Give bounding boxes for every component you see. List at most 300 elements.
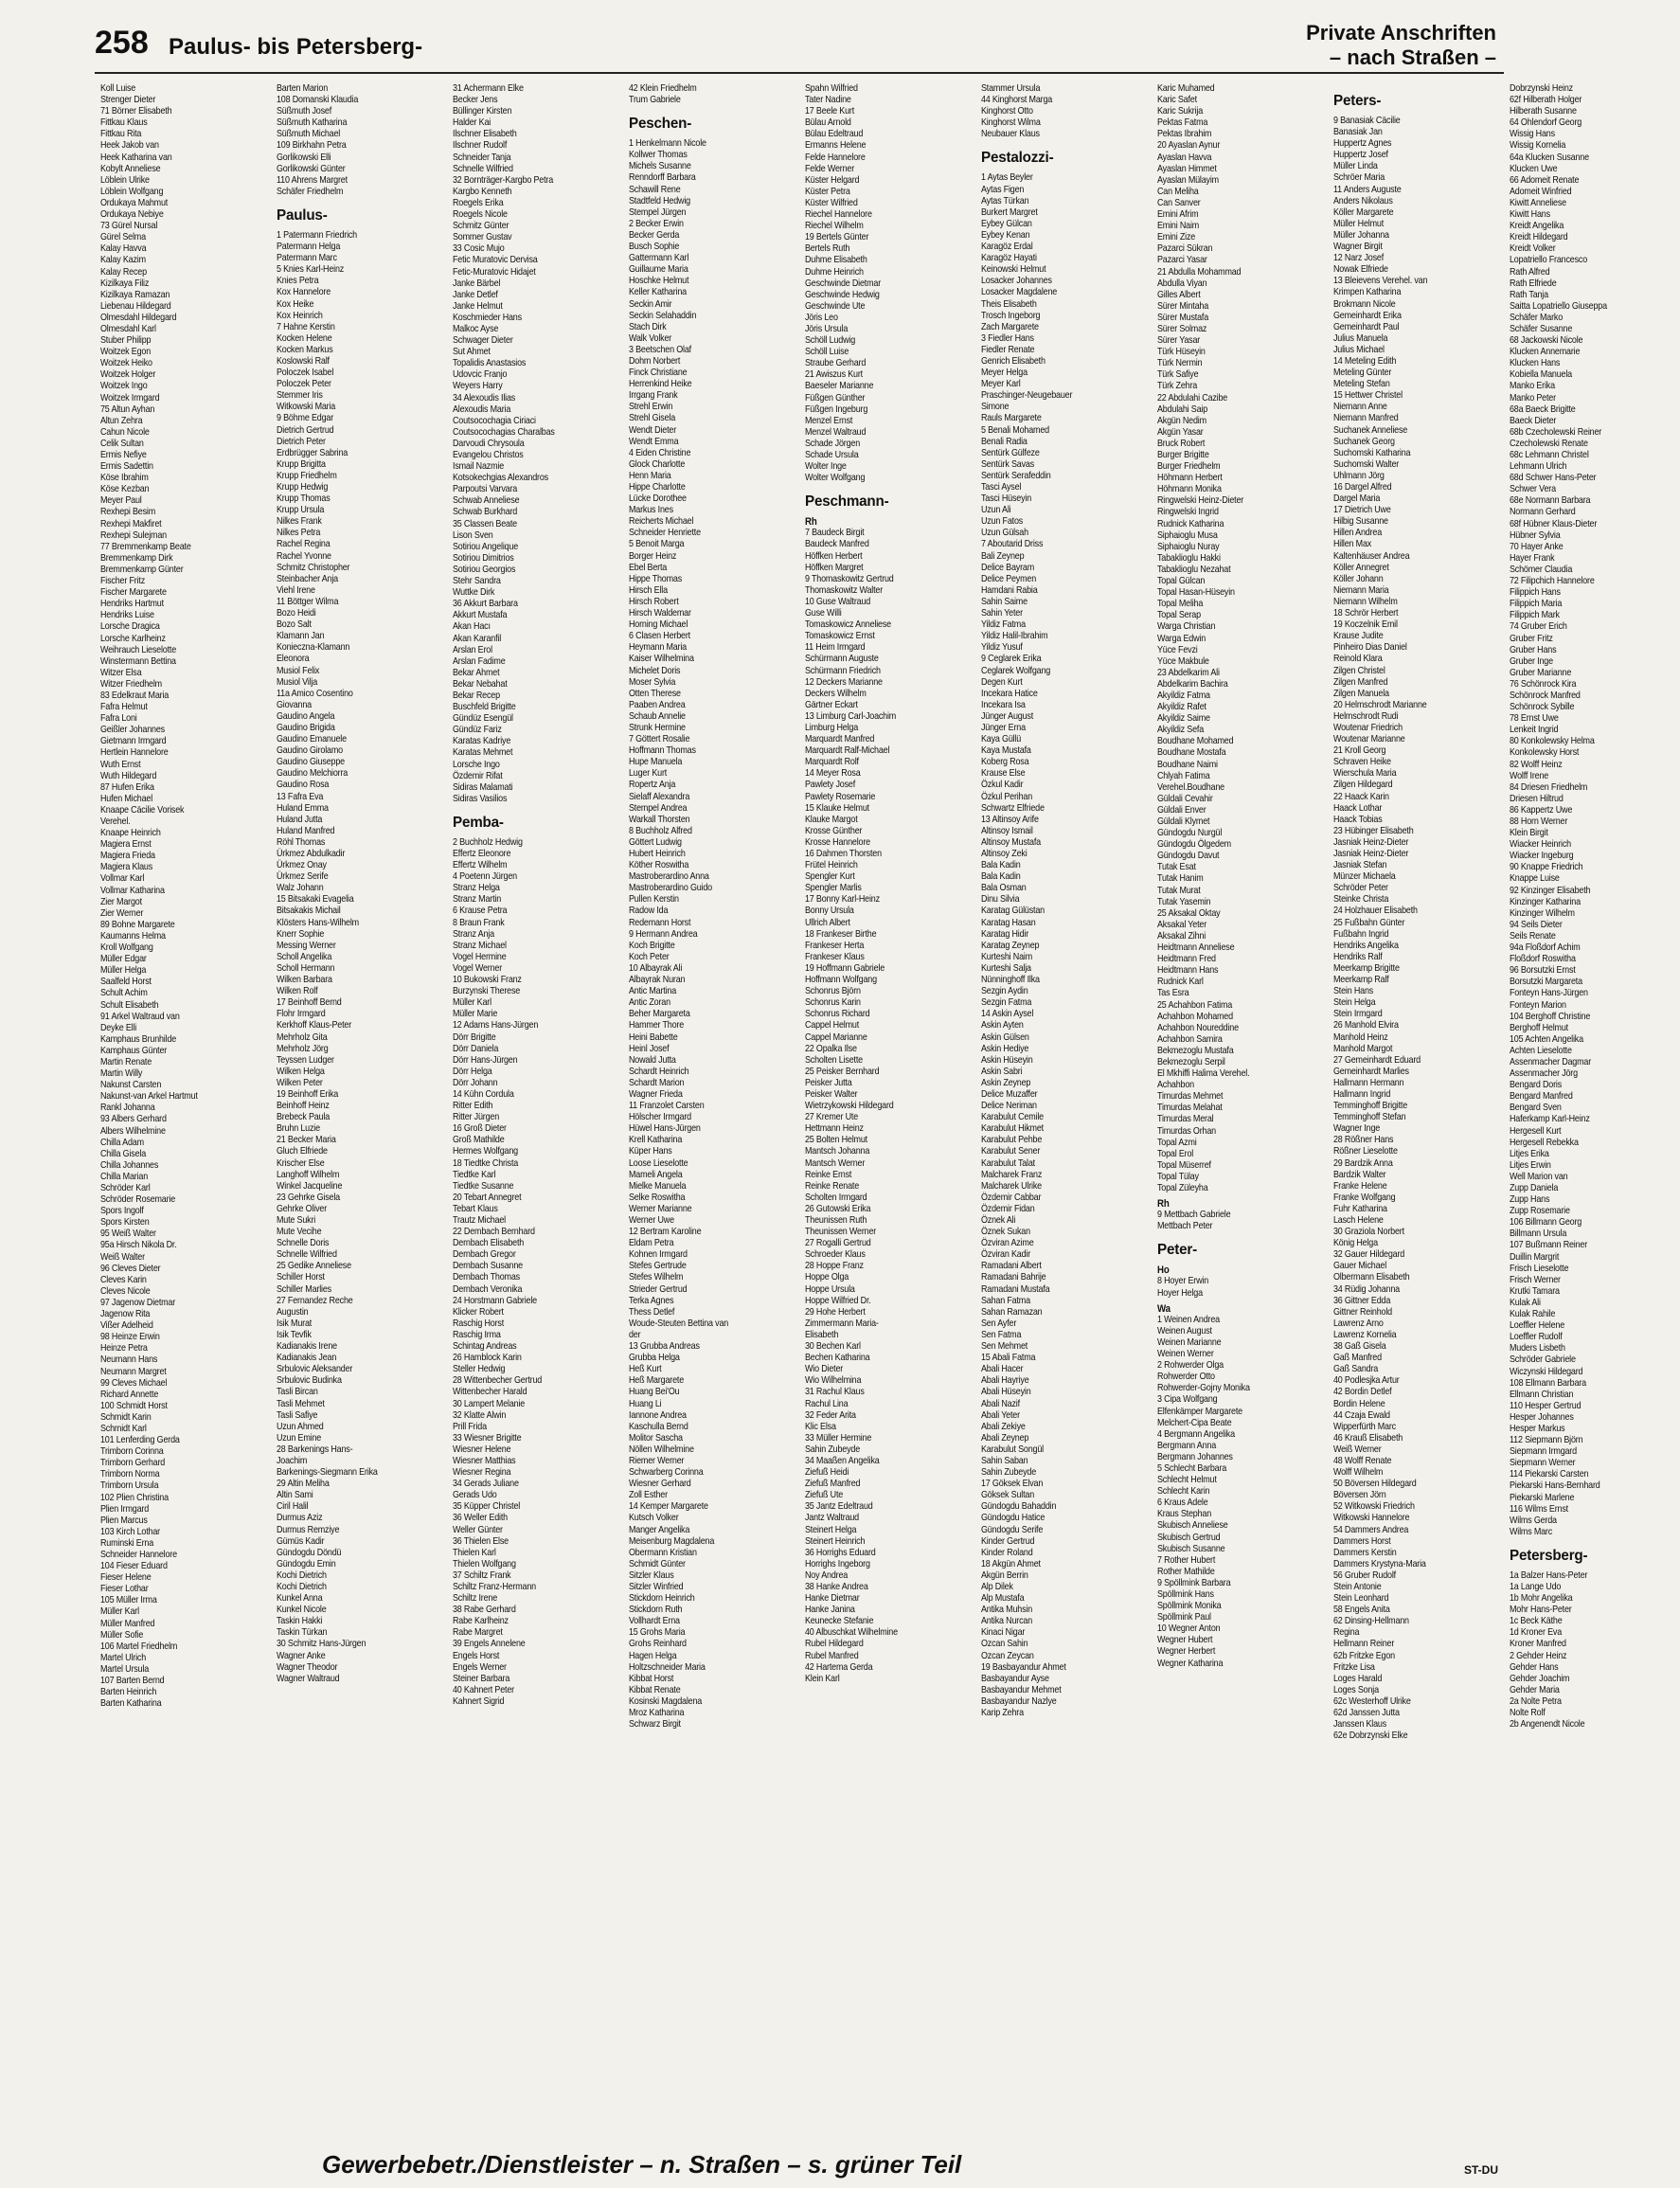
resident-entry: Ziefuß Heidi	[805, 1467, 849, 1479]
resident-entry: Gruber Hans	[1510, 644, 1557, 655]
resident-entry: Türk Nermin	[1157, 358, 1203, 369]
resident-entry: Köse Kezban	[100, 484, 150, 495]
resident-entry: Schäfer Marko	[1510, 312, 1564, 323]
resident-entry: Sentürk Serafeddin	[981, 470, 1051, 481]
resident-entry: Heymann Maria	[629, 642, 687, 654]
resident-entry: 101 Lenferding Gerda	[100, 1435, 180, 1446]
resident-entry: 14 Askin Aysel	[981, 1009, 1034, 1020]
resident-entry: Wagner Theodor	[277, 1661, 338, 1673]
resident-entry: Knappe Luise	[1510, 873, 1560, 885]
resident-entry: Topalidis Anastasios	[453, 358, 527, 369]
resident-entry: Vogel Werner	[453, 962, 503, 974]
resident-entry: 46 Krauß Elisabeth	[1333, 1432, 1403, 1444]
resident-entry: Bengard Doris	[1510, 1080, 1563, 1091]
resident-entry: 22 Haack Karin	[1333, 791, 1389, 802]
resident-entry: Wilms Marc	[1510, 1526, 1553, 1537]
resident-entry: Trimborn Ursula	[100, 1480, 159, 1492]
street-heading: Paulus-	[277, 206, 328, 224]
resident-entry: Manko Erika	[1510, 381, 1555, 392]
resident-entry: 74 Gruber Erich	[1510, 621, 1567, 633]
resident-entry: Akyildiz Saime	[1157, 713, 1210, 725]
resident-entry: Hayer Frank	[1510, 552, 1555, 564]
resident-entry: Schäfer Friedhelm	[277, 186, 344, 197]
resident-entry: Barten Katharina	[100, 1698, 162, 1710]
resident-entry: Jöris Ursula	[805, 323, 849, 334]
resident-entry: Krutki Tamara	[1510, 1285, 1560, 1297]
resident-entry: Wiacker Heinrich	[1510, 839, 1571, 851]
resident-entry: Magiera Klaus	[100, 862, 153, 873]
resident-entry: 106 Martel Friedhelm	[100, 1641, 178, 1652]
resident-entry: Pawlety Rosemarie	[805, 791, 876, 802]
resident-entry: Berghoff Helmut	[1510, 1022, 1568, 1033]
resident-entry: Weller Günter	[453, 1524, 503, 1535]
resident-entry: Özviran Azime	[981, 1238, 1034, 1249]
resident-entry: Strunk Hermine	[629, 722, 686, 733]
resident-entry: Kinaci Nigar	[981, 1627, 1026, 1639]
resident-entry: Hergesell Rebekka	[1510, 1137, 1579, 1148]
resident-entry: Kinder Gertrud	[981, 1535, 1035, 1547]
resident-entry: Mielke Manuela	[629, 1180, 687, 1192]
resident-entry: Kox Heike	[277, 298, 314, 310]
resident-entry: Meyer Karl	[981, 379, 1021, 390]
resident-entry: 7 Rother Hubert	[1157, 1554, 1216, 1566]
resident-entry: Steinert Heinrich	[805, 1535, 866, 1547]
resident-entry: Kiwitt Anneliese	[1510, 197, 1566, 208]
resident-entry: 9 Mettbach Gabriele	[1157, 1210, 1231, 1221]
resident-entry: Dernbach Susanne	[453, 1261, 523, 1272]
resident-entry: Duillin Margrit	[1510, 1251, 1560, 1263]
resident-entry: Kaschulla Bernd	[629, 1421, 688, 1432]
resident-entry: Peisker Walter	[805, 1088, 858, 1100]
resident-entry: Zupp Rosemarie	[1510, 1206, 1570, 1217]
resident-entry: Göttert Ludwig	[629, 836, 682, 848]
resident-entry: Mohr Hans-Peter	[1510, 1605, 1572, 1616]
resident-entry: 12 Adams Hans-Jürgen	[453, 1020, 539, 1031]
street-heading: Pemba-	[453, 814, 504, 831]
resident-entry: Incekara Hatice	[981, 688, 1038, 699]
resident-entry: Piekarski Hans-Bernhard	[1510, 1480, 1600, 1492]
resident-entry: Münzer Michaela	[1333, 871, 1396, 883]
resident-entry: 30 Lampert Melanie	[453, 1398, 526, 1409]
resident-entry: Hendriks Hartmut	[100, 599, 164, 610]
resident-entry: Schöll Ludwig	[805, 335, 856, 347]
resident-entry: Moser Sylvia	[629, 676, 676, 688]
page-number: 258	[95, 25, 149, 61]
resident-entry: Parpoutsi Varvara	[453, 484, 518, 495]
resident-entry: Köller Margarete	[1333, 206, 1394, 218]
resident-entry: Göksek Sultan	[981, 1490, 1035, 1501]
resident-entry: Topal Tülay	[1157, 1171, 1199, 1182]
resident-entry: Iannone Andrea	[629, 1409, 687, 1421]
resident-entry: Sotiriou Georgios	[453, 564, 516, 575]
resident-entry: Effertz Eleonore	[453, 849, 511, 859]
resident-entry: 16 Dargel Alfred	[1333, 482, 1392, 493]
resident-entry: Filippich Maria	[1510, 599, 1563, 610]
resident-entry: Huland Emma	[277, 802, 329, 814]
resident-entry: Tutak Hanim	[1157, 873, 1204, 885]
resident-entry: Scholl Hermann	[277, 962, 335, 974]
resident-entry: Olbermann Elisabeth	[1333, 1272, 1410, 1283]
resident-entry: 52 Witkowski Friedrich	[1333, 1501, 1415, 1513]
resident-entry: Siepmann Werner	[1510, 1458, 1576, 1469]
resident-entry: Wittenbecher Harald	[453, 1387, 527, 1398]
resident-entry: Özdemir Fidan	[981, 1203, 1035, 1214]
resident-entry: Meyer Helga	[981, 368, 1028, 379]
resident-entry: Akan Hacı	[453, 621, 491, 633]
resident-entry: Topal Gülcan	[1157, 576, 1206, 587]
resident-entry: 17 Dietrich Uwe	[1333, 505, 1391, 516]
resident-entry: 14 Meteling Edith	[1333, 355, 1397, 367]
resident-entry: Ziefuß Ute	[805, 1490, 844, 1501]
resident-entry: Hillen Andrea	[1333, 528, 1383, 539]
section-title-line2: – nach Straßen –	[1329, 45, 1496, 69]
resident-entry: Sahin Zubeyde	[981, 1467, 1037, 1479]
resident-entry: Woitzek Egon	[100, 347, 152, 358]
resident-entry: Ermis Sadettin	[100, 461, 153, 473]
resident-entry: 97 Jagenow Dietmar	[100, 1297, 176, 1308]
resident-entry: Nolte Rolf	[1510, 1708, 1546, 1719]
resident-entry: Pazarci Sükran	[1157, 243, 1213, 255]
resident-entry: Brokmann Nicole	[1333, 298, 1396, 310]
resident-entry: 30 Schmitz Hans-Jürgen	[277, 1639, 366, 1650]
resident-entry: Horning Michael	[629, 619, 688, 631]
resident-entry: Krupp Thomas	[277, 493, 331, 505]
resident-entry: Janke Detlef	[453, 289, 498, 300]
resident-entry: Schwab Anneliese	[453, 495, 520, 507]
resident-entry: 1d Kroner Eva	[1510, 1627, 1563, 1639]
resident-entry: Kinzinger Katharina	[1510, 896, 1581, 907]
resident-entry: Ordukaya Mahmut	[100, 197, 169, 208]
resident-entry: Filippich Hans	[1510, 587, 1561, 599]
resident-entry: 16 Dahmen Thorsten	[805, 849, 882, 859]
resident-entry: 17 Beele Kurt	[805, 106, 855, 117]
resident-entry: Kalay Recep	[100, 266, 147, 278]
resident-entry: Hoschke Helmut	[629, 276, 689, 287]
resident-entry: 92 Kinzinger Elisabeth	[1510, 885, 1591, 896]
resident-entry: Kaiser Wilhelmina	[629, 654, 694, 665]
resident-entry: Werner Uwe	[629, 1215, 674, 1226]
resident-entry: Spöllmink Hans	[1157, 1589, 1214, 1600]
resident-entry: Gündogdu Davut	[1157, 851, 1220, 862]
resident-entry: Sen Fatma	[981, 1329, 1022, 1340]
resident-entry: Suchanek Georg	[1333, 436, 1395, 447]
resident-entry: Hippe Charlotte	[629, 482, 686, 493]
resident-entry: Martel Ursula	[100, 1663, 150, 1675]
resident-entry: 27 Fernandez Reche	[277, 1295, 353, 1306]
resident-entry: König Helga	[1333, 1238, 1378, 1249]
resident-entry: Niemann Anne	[1333, 402, 1387, 413]
resident-entry: Müller Helmut	[1333, 218, 1385, 229]
resident-entry: Deyke Elli	[100, 1022, 137, 1033]
resident-entry: Schwager Dieter	[453, 335, 513, 347]
resident-entry: Flohr Irmgard	[277, 1009, 326, 1020]
resident-entry: Groß Mathilde	[453, 1135, 505, 1146]
resident-entry: Koberg Rosa	[981, 757, 1029, 768]
resident-entry: Bekar Ahmet	[453, 667, 500, 678]
resident-entry: Dörr Hans-Jürgen	[453, 1054, 518, 1066]
resident-entry: Pazarci Yasar	[1157, 255, 1207, 266]
resident-entry: Siphaioglu Nuray	[1157, 541, 1220, 552]
resident-entry: Hermes Wolfgang	[453, 1146, 518, 1157]
resident-entry: Kinghorst Otto	[981, 106, 1033, 117]
resident-entry: Warga Edwin	[1157, 633, 1206, 644]
resident-entry: 25 Fußbahn Günter	[1333, 917, 1405, 928]
resident-entry: Karatag Hasan	[981, 917, 1036, 928]
resident-entry: Aksakal Zihni	[1157, 930, 1206, 942]
resident-entry: Heß Margarete	[629, 1375, 685, 1387]
resident-entry: 108 Ellmann Barbara	[1510, 1377, 1586, 1389]
resident-entry: Teyssen Ludger	[277, 1054, 334, 1066]
resident-entry: Jasniak Heinz-Dieter	[1333, 849, 1409, 859]
resident-entry: Hippe Thomas	[629, 573, 683, 584]
resident-entry: Karagöz Erdal	[981, 242, 1033, 253]
resident-entry: Höhmann Herbert	[1157, 473, 1223, 484]
resident-entry: Lorsche Ingo	[453, 759, 500, 770]
resident-entry: Wio Wilhelmina	[805, 1375, 862, 1387]
resident-entry: 11 Franzolet Carsten	[629, 1101, 705, 1112]
resident-entry: Stefes Wilhelm	[629, 1272, 684, 1283]
resident-entry: Hüwel Hans-Jürgen	[629, 1123, 701, 1135]
resident-entry: Guillaume Maria	[629, 264, 688, 276]
page-range-title: Paulus- bis Petersberg-	[169, 34, 423, 60]
resident-entry: Suchanek Anneliese	[1333, 424, 1408, 436]
resident-entry: Karatas Mehmet	[453, 747, 513, 759]
resident-entry: Malcharek Ulrike	[981, 1180, 1042, 1192]
resident-entry: Isik Tevfik	[277, 1329, 312, 1340]
resident-entry: Kalay Havva	[100, 243, 147, 255]
resident-entry: Krell Katharina	[629, 1135, 683, 1146]
resident-entry: 95a Hirsch Nikola Dr.	[100, 1240, 177, 1251]
resident-entry: 38 Rabe Gerhard	[453, 1605, 516, 1616]
listing-column	[623, 83, 799, 2158]
resident-entry: Tiedtke Susanne	[453, 1180, 514, 1192]
resident-entry: 105 Müller Irma	[100, 1595, 157, 1606]
resident-entry: Ayaslan Mülayim	[1157, 174, 1219, 186]
resident-entry: Rexhepi Besim	[100, 507, 156, 518]
resident-entry: 64 Ohlendorf Georg	[1510, 117, 1582, 129]
resident-entry: Frisch Werner	[1510, 1274, 1561, 1285]
resident-entry: Wendt Emma	[629, 436, 679, 447]
resident-entry: Zupp Daniela	[1510, 1183, 1559, 1193]
resident-entry: Nöllen Wilhelmine	[629, 1444, 694, 1455]
resident-entry: Thielen Karl	[453, 1547, 496, 1558]
resident-entry: Mehrholz Jörg	[277, 1043, 329, 1054]
resident-entry: Schonrus Richard	[805, 1009, 870, 1020]
resident-entry: Thomaskowitz Walter	[805, 584, 884, 596]
resident-entry: Seckin Selahaddin	[629, 310, 697, 321]
resident-entry: Schraven Heike	[1333, 757, 1391, 768]
resident-entry: Winstermann Bettina	[100, 655, 176, 667]
resident-entry: Nilkes Frank	[277, 516, 322, 528]
resident-entry: Sielaff Alexandra	[629, 791, 690, 802]
resident-entry: Bekmezoglu Serpil	[1157, 1056, 1225, 1067]
resident-entry: Spöllmink Paul	[1157, 1612, 1211, 1623]
resident-entry: Zilgen Manfred	[1333, 676, 1388, 688]
resident-entry: Burzynski Therese	[453, 986, 521, 997]
resident-entry: Grubba Helga	[629, 1353, 680, 1364]
resident-entry: Menzel Ernst	[805, 415, 853, 426]
resident-entry: Trimborn Corinna	[100, 1446, 164, 1458]
resident-entry: Özkul Perihan	[981, 791, 1033, 802]
resident-entry: Martin Willy	[100, 1068, 143, 1080]
resident-entry: Kalay Kazim	[100, 255, 146, 266]
resident-entry: 68b Czecholewski Reiner	[1510, 426, 1602, 438]
resident-entry: Lücke Dorothee	[629, 493, 687, 505]
resident-entry: 40 Podlesjka Artur	[1333, 1375, 1400, 1387]
resident-entry: 19 Bertels Günter	[805, 232, 869, 243]
resident-entry: Walz Johann	[277, 883, 324, 894]
resident-entry: Süßmuth Katharina	[277, 117, 348, 129]
resident-entry: Ropertz Anja	[629, 780, 676, 791]
resident-entry: Limburg Helga	[805, 722, 859, 733]
resident-entry: Hallmann Ingrid	[1333, 1088, 1391, 1100]
resident-entry: 108 Domanski Klaudia	[277, 95, 359, 106]
resident-entry: Schult Elisabeth	[100, 999, 159, 1011]
resident-entry: Rexhepi Sulejman	[100, 529, 167, 541]
listing-column	[799, 83, 975, 2158]
resident-entry: Akan Karanfil	[453, 633, 502, 644]
resident-entry: Manger Angelika	[629, 1524, 690, 1535]
resident-entry: 44 Kinghorst Marga	[981, 95, 1053, 106]
resident-entry: 34 Rüdig Johanna	[1333, 1283, 1400, 1295]
resident-entry: Weiß Walter	[100, 1251, 145, 1263]
resident-entry: Gorlikowski Günter	[277, 163, 346, 174]
resident-entry: 27 Rogalli Gertrud	[805, 1238, 871, 1249]
resident-entry: Julius Michael	[1333, 344, 1385, 355]
resident-entry: Schröder Peter	[1333, 883, 1388, 894]
resident-entry: Hendriks Luise	[100, 610, 154, 621]
resident-entry: Celik Sultan	[100, 438, 144, 449]
resident-entry: Askin Sabri	[981, 1066, 1023, 1077]
resident-entry: Kunkel Anna	[277, 1593, 323, 1605]
resident-entry: Höffken Margret	[805, 562, 864, 573]
resident-entry: 15 Abali Fatma	[981, 1353, 1036, 1364]
resident-entry: 25 Gedike Anneliese	[277, 1261, 351, 1272]
resident-entry: Akyildiz Rafet	[1157, 702, 1206, 713]
resident-entry: Hanke Dietmar	[805, 1593, 860, 1605]
resident-entry: Zier Margot	[100, 896, 142, 907]
resident-entry: 25 Aksakal Oktay	[1157, 907, 1221, 919]
resident-entry: Ayaslan Havva	[1157, 152, 1212, 163]
resident-entry: Mroz Katharina	[629, 1708, 685, 1719]
resident-entry: Wolff Irene	[1510, 770, 1549, 781]
resident-entry: Bengard Sven	[1510, 1103, 1562, 1114]
resident-entry: Krupp Hedwig	[277, 482, 329, 493]
resident-entry: Emini Afrim	[1157, 209, 1199, 221]
resident-entry: Wagner Frieda	[629, 1088, 683, 1100]
resident-entry: Burger Friedhelm	[1157, 461, 1221, 473]
resident-entry: Stuber Philipp	[100, 335, 152, 347]
resident-entry: Fieser Lothar	[100, 1584, 149, 1595]
resident-entry: 110 Ahrens Margret	[277, 174, 348, 186]
resident-entry: Meisenburg Magdalena	[629, 1535, 715, 1547]
resident-entry: 44 Czaja Ewald	[1333, 1409, 1390, 1421]
resident-entry: Tabaklioglu Nezahat	[1157, 564, 1231, 575]
resident-entry: Ringwelski Heinz-Dieter	[1157, 495, 1244, 507]
resident-entry: Uzun Fatos	[981, 516, 1024, 528]
resident-entry: 62e Dobrzynski Elke	[1333, 1731, 1408, 1742]
listing-column	[975, 83, 1152, 2158]
resident-entry: Siepmann Irmgard	[1510, 1446, 1577, 1458]
resident-entry: Chilla Johannes	[100, 1159, 159, 1171]
resident-entry: Weinen August	[1157, 1325, 1212, 1336]
resident-entry: Fetic-Muratovic Hidajet	[453, 266, 536, 278]
resident-entry: Altin Sami	[277, 1490, 313, 1501]
resident-entry: Gehder Maria	[1510, 1684, 1560, 1695]
resident-entry: Adomeit Winfried	[1510, 186, 1572, 197]
resident-entry: 25 Achahbon Fatima	[1157, 999, 1233, 1011]
resident-entry: Sommer Gustav	[453, 232, 512, 243]
resident-entry: Loeffler Rudolf	[1510, 1332, 1563, 1343]
resident-entry: Topal Erol	[1157, 1148, 1194, 1159]
resident-entry: Lenkeit Ingrid	[1510, 725, 1559, 736]
resident-entry: Abali Hacer	[981, 1364, 1024, 1375]
resident-entry: Frankeser Klaus	[805, 951, 865, 962]
resident-entry: Nilkes Petra	[277, 528, 321, 539]
resident-entry: Hillen Max	[1333, 539, 1372, 550]
resident-entry: Losacker Magdalene	[981, 287, 1058, 298]
resident-entry: Nakunst Carsten	[100, 1080, 162, 1091]
resident-entry: Klösters Hans-Wilhelm	[277, 917, 359, 928]
resident-entry: Ramadani Mustafa	[981, 1283, 1050, 1295]
resident-entry: Hupe Manuela	[629, 757, 683, 768]
resident-entry: Werner Marianne	[629, 1203, 692, 1214]
resident-entry: Loges Sonja	[1333, 1684, 1379, 1695]
resident-entry: Dobrzynski Heinz	[1510, 83, 1573, 94]
resident-entry: Spengler Marlis	[805, 883, 862, 894]
resident-entry: Seils Renate	[1510, 930, 1556, 942]
resident-entry: Strehl Gisela	[629, 413, 676, 424]
resident-entry: Ellmann Christian	[1510, 1389, 1574, 1400]
resident-entry: Kochi Dietrich	[277, 1582, 327, 1592]
resident-entry: 32 Bornträger-Kargbo Petra	[453, 174, 554, 186]
resident-entry: Timurdas Melahat	[1157, 1103, 1223, 1114]
resident-entry: Karabulut Talat	[981, 1157, 1036, 1169]
resident-entry: 15 Grohs Maria	[629, 1627, 686, 1639]
resident-entry: Kizilkaya Filiz	[100, 278, 150, 289]
listing-column	[1152, 83, 1328, 2158]
resident-entry: 3 Beetschen Olaf	[629, 344, 691, 355]
resident-entry: Abali Zekiye	[981, 1421, 1026, 1432]
resident-entry: Basbayandur Mehmet	[981, 1684, 1062, 1695]
resident-entry: Köller Annegret	[1333, 562, 1389, 573]
resident-entry: 38 Gaß Gisela	[1333, 1341, 1386, 1353]
resident-entry: 4 Bergmann Angelika	[1157, 1428, 1235, 1440]
resident-entry: Gaudino Girolamo	[277, 745, 343, 757]
resident-entry: Küster Petra	[805, 186, 850, 197]
resident-entry: Strenger Dieter	[100, 95, 156, 106]
resident-entry: Akgün Nedim	[1157, 415, 1206, 426]
resident-entry: Gündogdu Bahaddin	[981, 1501, 1057, 1513]
resident-entry: Karabulut Songül	[981, 1444, 1044, 1455]
resident-entry: Jöris Leo	[805, 312, 838, 323]
resident-entry: Stranz Anja	[453, 928, 494, 940]
resident-entry: Heidtmann Fred	[1157, 954, 1216, 965]
resident-entry: 12 Deckers Marianne	[805, 676, 883, 688]
resident-entry: 56 Gruber Rudolf	[1333, 1569, 1396, 1581]
resident-entry: Kocken Helene	[277, 332, 332, 344]
resident-entry: Rother Mathilde	[1157, 1566, 1215, 1577]
resident-entry: Tiedtke Karl	[453, 1169, 496, 1180]
resident-entry: Hoffmann Thomas	[629, 745, 696, 757]
resident-entry: Müller Johanna	[1333, 229, 1389, 241]
resident-entry: Hesper Johannes	[1510, 1411, 1574, 1423]
resident-entry: 13 Fafra Eva	[277, 791, 324, 802]
listing-column	[1328, 83, 1504, 2158]
resident-entry: Sahin Saban	[981, 1455, 1028, 1466]
resident-entry: Antika Nurcan	[981, 1616, 1033, 1627]
street-heading: Peschen-	[629, 116, 692, 133]
